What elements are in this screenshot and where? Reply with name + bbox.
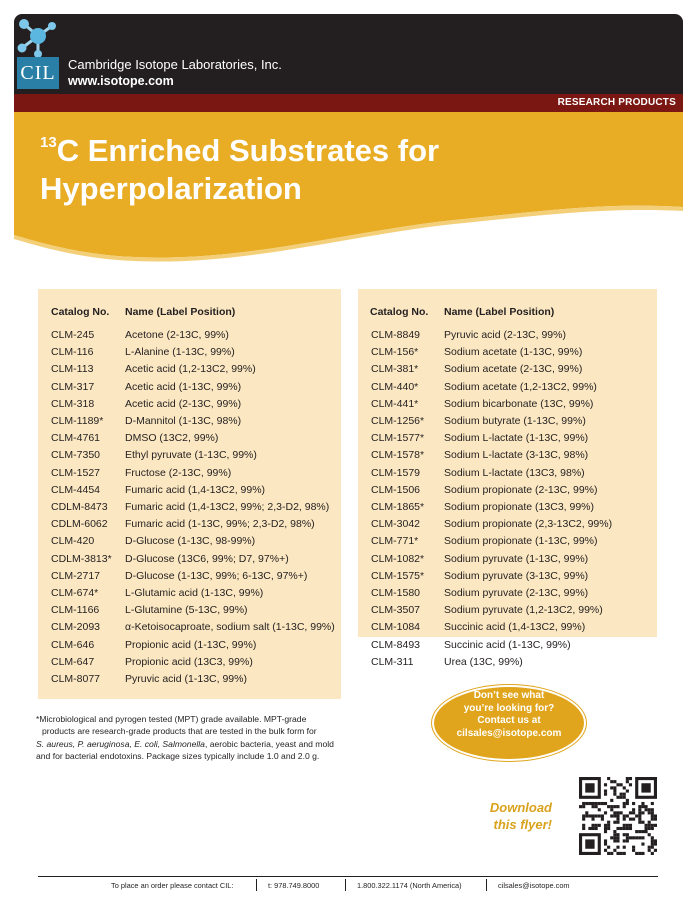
product-name: Sodium propionate (13C3, 99%) [444, 501, 595, 513]
product-name: Sodium butyrate (1-13C, 99%) [444, 415, 586, 427]
title-line-2: Hyperpolarization [40, 171, 302, 206]
product-name: D-Glucose (1-13C, 98-99%) [125, 535, 256, 548]
catalog-number: CDLM-6062 [51, 518, 108, 531]
catalog-number: CLM-1577* [371, 432, 425, 445]
catalog-header: Catalog No. [370, 306, 429, 318]
catalog-number: CLM-318 [51, 397, 95, 410]
product-name: DMSO (13C2, 99%) [125, 432, 219, 445]
product-name: L-Glutamine (5-13C, 99%) [125, 604, 248, 617]
order-contact-label: To place an order please contact CIL: [111, 881, 234, 890]
product-name: Urea (13C, 99%) [444, 655, 523, 668]
product-name: Propionic acid (13C3, 99%) [125, 655, 253, 668]
product-name: Sodium bicarbonate (13C, 99%) [444, 397, 594, 410]
page-title [40, 132, 439, 208]
product-name: Fumaric acid (1,4-13C2, 99%; 2,3-D2, 98%) [125, 501, 330, 513]
catalog-number: CLM-1579 [371, 466, 421, 479]
product-name: Fumaric acid (1,4-13C2, 99%) [125, 483, 266, 496]
product-name: Ethyl pyruvate (1-13C, 99%) [125, 449, 257, 462]
molecule-icon [14, 14, 62, 62]
contact-callout-text[interactable]: Don’t see what you’re looking for? Contact us at cilsales@isotope.com [432, 690, 586, 740]
title-line-1: $^{13}$C Enriched Substrates for [40, 133, 440, 168]
catalog-number: CLM-647 [51, 655, 95, 668]
catalog-number: CLM-646 [51, 638, 95, 651]
footnote-line: and for bacterial endotoxins. Package sizes typically include 1.0 and 2.0 g. [36, 751, 320, 762]
product-name: Sodium L-lactate (1-13C, 99%) [444, 432, 589, 445]
catalog-number: CLM-1506 [371, 483, 421, 496]
contact-email-link[interactable]: cilsales@isotope.com [456, 727, 562, 739]
product-name: Acetic acid (1,2-13C2, 99%) [125, 363, 256, 376]
catalog-number: CLM-1580 [371, 587, 421, 599]
name-header: Name (Label Position) [444, 306, 555, 318]
product-name: Acetic acid (1-13C, 99%) [125, 380, 242, 393]
catalog-number: CLM-4761 [51, 432, 101, 445]
catalog-number: CLM-8849 [371, 329, 421, 341]
product-name: Sodium L-lactate (13C3, 98%) [444, 466, 585, 479]
company-name: Cambridge Isotope Laboratories, Inc. [68, 57, 282, 72]
download-flyer-text: Download this flyer! [489, 800, 552, 832]
footnote-line: products are research-grade products that are tested in the bulk form for [42, 726, 317, 737]
product-name: Fructose (2-13C, 99%) [125, 466, 232, 479]
footnote-line: S. aureus, P. aeruginosa, E. coli, Salmonella, aerobic bacteria, yeast and mold [36, 738, 334, 749]
product-name: Sodium propionate (2-13C, 99%) [444, 483, 598, 496]
footnote [36, 713, 346, 763]
catalog-number: CDLM-8473 [51, 501, 108, 513]
catalog-number: CLM-3042 [371, 518, 421, 531]
footer-separator [256, 879, 257, 891]
catalog-number: CLM-7350 [51, 449, 101, 462]
catalog-number: CLM-440* [371, 380, 419, 393]
catalog-number: CLM-420 [51, 535, 95, 548]
product-name: Acetone (2-13C, 99%) [125, 329, 229, 341]
footer-email[interactable]: cilsales@isotope.com [498, 881, 570, 890]
product-name: Pyruvic acid (2-13C, 99%) [444, 329, 566, 341]
product-name: Sodium pyruvate (1,2-13C2, 99%) [444, 604, 603, 617]
product-name: Sodium pyruvate (3-13C, 99%) [444, 569, 589, 582]
product-name: Sodium pyruvate (1-13C, 99%) [444, 552, 589, 565]
product-name: L-Alanine (1-13C, 99%) [125, 346, 235, 359]
catalog-number: CLM-1189* [51, 415, 104, 427]
footer-tollfree: 1.800.322.1174 (North America) [357, 881, 462, 890]
product-name: Succinic acid (1,4-13C2, 99%) [444, 621, 586, 634]
product-name: Fumaric acid (1-13C, 99%; 2,3-D2, 98%) [125, 518, 315, 531]
catalog-number: CLM-771* [371, 535, 419, 548]
catalog-number: CLM-2093 [51, 621, 101, 634]
catalog-number: CLM-116 [51, 346, 94, 359]
logo-text: CIL [17, 57, 59, 89]
product-name: L-Glutamic acid (1-13C, 99%) [125, 587, 264, 599]
catalog-number: CLM-441* [371, 397, 419, 410]
product-name: Pyruvic acid (1-13C, 99%) [125, 673, 247, 685]
catalog-number: CLM-113 [51, 363, 94, 376]
cil-logo [14, 14, 62, 94]
catalog-number: CLM-4454 [51, 483, 101, 496]
catalog-number: CLM-1578* [371, 449, 425, 462]
product-name: D-Glucose (1-13C, 99%; 6-13C, 97%+) [125, 569, 308, 582]
footer-separator [486, 879, 487, 891]
footer-phone: t: 978.749.8000 [268, 881, 320, 890]
product-name: Acetic acid (2-13C, 99%) [125, 397, 242, 410]
catalog-header: Catalog No. [51, 306, 110, 318]
catalog-number: CLM-2717 [51, 569, 101, 582]
product-name: Succinic acid (1-13C, 99%) [444, 638, 571, 651]
footer-divider [38, 876, 658, 877]
website-link[interactable]: www.isotope.com [68, 74, 174, 88]
catalog-number: CLM-1575* [371, 569, 425, 582]
catalog-number: CLM-1166 [51, 604, 100, 617]
catalog-number: CLM-381* [371, 363, 419, 376]
catalog-number: CLM-1527 [51, 466, 101, 479]
catalog-number: CLM-1082* [371, 552, 425, 565]
qr-code-icon[interactable] [579, 776, 657, 856]
catalog-number: CLM-1256* [371, 415, 425, 427]
catalog-number: CLM-317 [51, 380, 95, 393]
catalog-number: CLM-1865* [371, 501, 425, 513]
product-name: Sodium propionate (1-13C, 99%) [444, 535, 598, 548]
footer-separator [345, 879, 346, 891]
product-name: Sodium propionate (2,3-13C2, 99%) [444, 518, 613, 531]
product-name: Sodium pyruvate (2-13C, 99%) [444, 587, 589, 599]
catalog-number: CLM-8077 [51, 673, 101, 685]
footnote-line: *Microbiological and pyrogen tested (MPT) grade available. MPT-grade [36, 714, 307, 724]
catalog-number: CLM-8493 [371, 638, 421, 651]
catalog-number: CLM-156* [371, 346, 419, 359]
product-name: α-Ketoisocaproate, sodium salt (1-13C, 99%) [125, 621, 335, 634]
catalog-number: CDLM-3813* [51, 552, 112, 565]
product-name: Sodium acetate (1,2-13C2, 99%) [444, 380, 597, 393]
product-name: Sodium acetate (1-13C, 99%) [444, 346, 583, 359]
product-table-left [38, 289, 341, 699]
product-name: Sodium acetate (2-13C, 99%) [444, 363, 583, 376]
product-table-right [358, 289, 657, 668]
catalog-number: CLM-3507 [371, 604, 421, 617]
name-header: Name (Label Position) [125, 306, 236, 318]
catalog-number: CLM-311 [371, 655, 414, 668]
product-name: D-Mannitol (1-13C, 98%) [125, 415, 242, 427]
catalog-number: CLM-674* [51, 587, 99, 599]
catalog-number: CLM-1084 [371, 621, 421, 634]
product-name: D-Glucose (13C6, 99%; D7, 97%+) [125, 552, 289, 565]
catalog-number: CLM-245 [51, 329, 95, 341]
product-name: Sodium L-lactate (3-13C, 98%) [444, 449, 589, 462]
category-label: RESEARCH PRODUCTS [557, 97, 676, 108]
product-name: Propionic acid (1-13C, 99%) [125, 638, 257, 651]
